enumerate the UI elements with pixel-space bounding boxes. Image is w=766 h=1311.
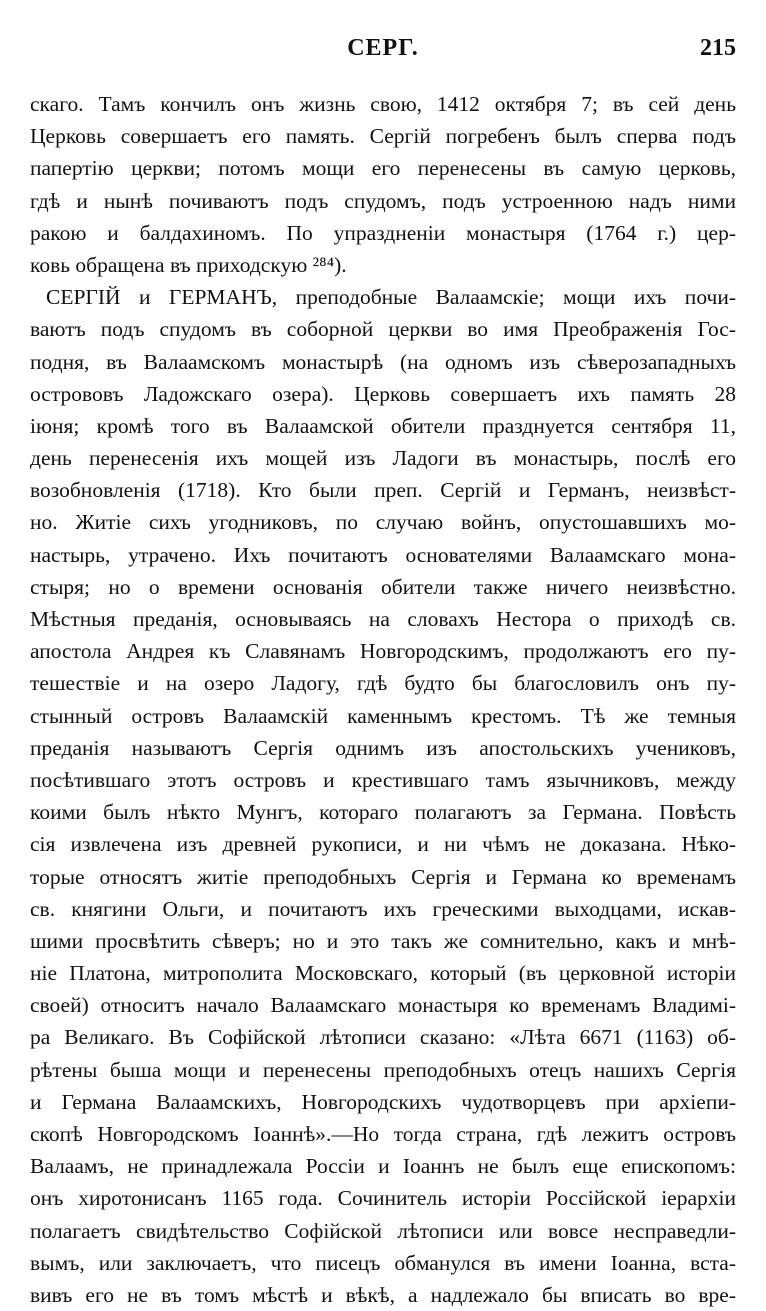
text-line: вымъ, или заключаетъ, что писецъ обманулся въ имени Іоанна, вста-	[30, 1250, 736, 1275]
text-line: св. княгини Ольги, и почитаютъ ихъ греческими выходцами, искав-	[30, 896, 736, 921]
text-line: ракою и балдахиномъ. По упраздненіи монастыря (1764 г.) цер-	[30, 220, 736, 245]
text-line: шими просвѣтить сѣверъ; но и это такъ же сомнительно, какъ и мнѣ-	[30, 928, 736, 953]
text-line: Валаамъ, не принадлежала Россіи и Іоаннъ не былъ еще епископомъ:	[30, 1154, 736, 1179]
text-line: своей) относитъ начало Валаамскаго монастыря ко временамъ Владимі-	[30, 993, 736, 1018]
text-line: СЕРГІЙ и ГЕРМАНЪ, преподобные Валаамскіе; мощи ихъ почи-	[46, 285, 736, 310]
page-header	[30, 28, 736, 68]
text-line: гдѣ и нынѣ почиваютъ подъ спудомъ, подъ устроенною надъ ними	[30, 188, 736, 213]
paragraph	[30, 88, 736, 281]
text-line: посѣтившаго этотъ островъ и крестившаго тамъ язычниковъ, между	[30, 767, 736, 792]
text-line: іюня; кромѣ того въ Валаамской обители празднуется сентября 11,	[30, 413, 736, 438]
text-line: тешествіе и на озеро Ладогу, гдѣ будто бы благословилъ онъ пу-	[30, 671, 736, 696]
text-line: подня, въ Валаамскомъ монастырѣ (на одномъ изъ сѣверозападныхъ	[30, 349, 736, 374]
body-text	[30, 88, 736, 1311]
text-line: и Германа Валаамскихъ, Новгородскихъ чудотворцевъ при архіепи-	[30, 1089, 736, 1114]
text-line: Церковь совершаетъ его память. Сергій погребенъ былъ сперва подъ	[30, 124, 736, 149]
text-line: торые относятъ житіе преподобныхъ Сергія и Германа ко временамъ	[30, 864, 736, 889]
text-line: стынный островъ Валаамскій каменнымъ крестомъ. Тѣ же темныя	[30, 703, 736, 728]
text-line: ковь обращена въ приходскую ²⁸⁴).	[30, 252, 347, 277]
text-line: но. Житіе сихъ угодниковъ, по случаю войнъ, опустошавшихъ мо-	[30, 510, 736, 535]
text-line: ніе Платона, митрополита Московскаго, который (въ церковной исторіи	[30, 961, 736, 986]
text-line: коими былъ нѣкто Мунгъ, котораго полагаютъ за Германа. Повѣсть	[30, 800, 736, 825]
text-line: настырь, утрачено. Ихъ почитаютъ основателями Валаамскаго мона-	[30, 542, 736, 567]
text-line: апостола Андрея къ Славянамъ Новгородскимъ, продолжаютъ его пу-	[30, 639, 736, 664]
text-line: скопѣ Новгородскомъ Іоаннѣ».—Но тогда страна, гдѣ лежитъ островъ	[30, 1122, 736, 1146]
text-line: ваютъ подъ спудомъ въ соборной церкви во имя Преображенія Гос-	[30, 317, 736, 342]
text-line: день перенесенія ихъ мощей изъ Ладоги въ монастырь, послѣ его	[30, 446, 736, 471]
text-line: рѣтены быша мощи и перенесены преподобныхъ отецъ нашихъ Сергія	[30, 1057, 736, 1082]
text-line: сія извлечена изъ древней рукописи, и ни чѣмъ не доказана. Нѣко-	[30, 832, 736, 857]
text-line: преданія называютъ Сергія однимъ изъ апостольскихъ учениковъ,	[30, 735, 736, 760]
paragraph	[30, 281, 736, 1311]
running-head: СЕРГ.	[347, 35, 419, 61]
text-line: ра Великаго. Въ Софійской лѣтописи сказано: «Лѣта 6671 (1163) об-	[30, 1025, 736, 1050]
text-line: папертію церкви; потомъ мощи его перенесены въ самую церковь,	[30, 156, 736, 181]
text-line: стыря; но о времени основанія обители также ничего неизвѣстно.	[30, 574, 736, 599]
text-line: возобновленія (1718). Кто были преп. Сергій и Германъ, неизвѣст-	[30, 478, 736, 503]
text-line: Мѣстныя преданія, основываясь на словахъ Нестора о приходѣ св.	[30, 607, 736, 631]
text-line: скаго. Тамъ кончилъ онъ жизнь свою, 1412 октября 7; въ сей день	[30, 92, 736, 116]
text-line: полагаетъ свидѣтельство Софійской лѣтописи или вовсе несправедли-	[30, 1218, 736, 1243]
page-number: 215	[700, 35, 736, 61]
text-line: острововъ Ладожскаго озера). Церковь совершаетъ ихъ память 28	[30, 381, 736, 406]
text-line: онъ хиротонисанъ 1165 года. Сочинитель исторіи Россійской іерархіи	[30, 1186, 736, 1211]
text-line: вивъ его не въ томъ мѣстѣ и вѣкѣ, а надлежало бы вписать во вре-	[30, 1282, 736, 1307]
